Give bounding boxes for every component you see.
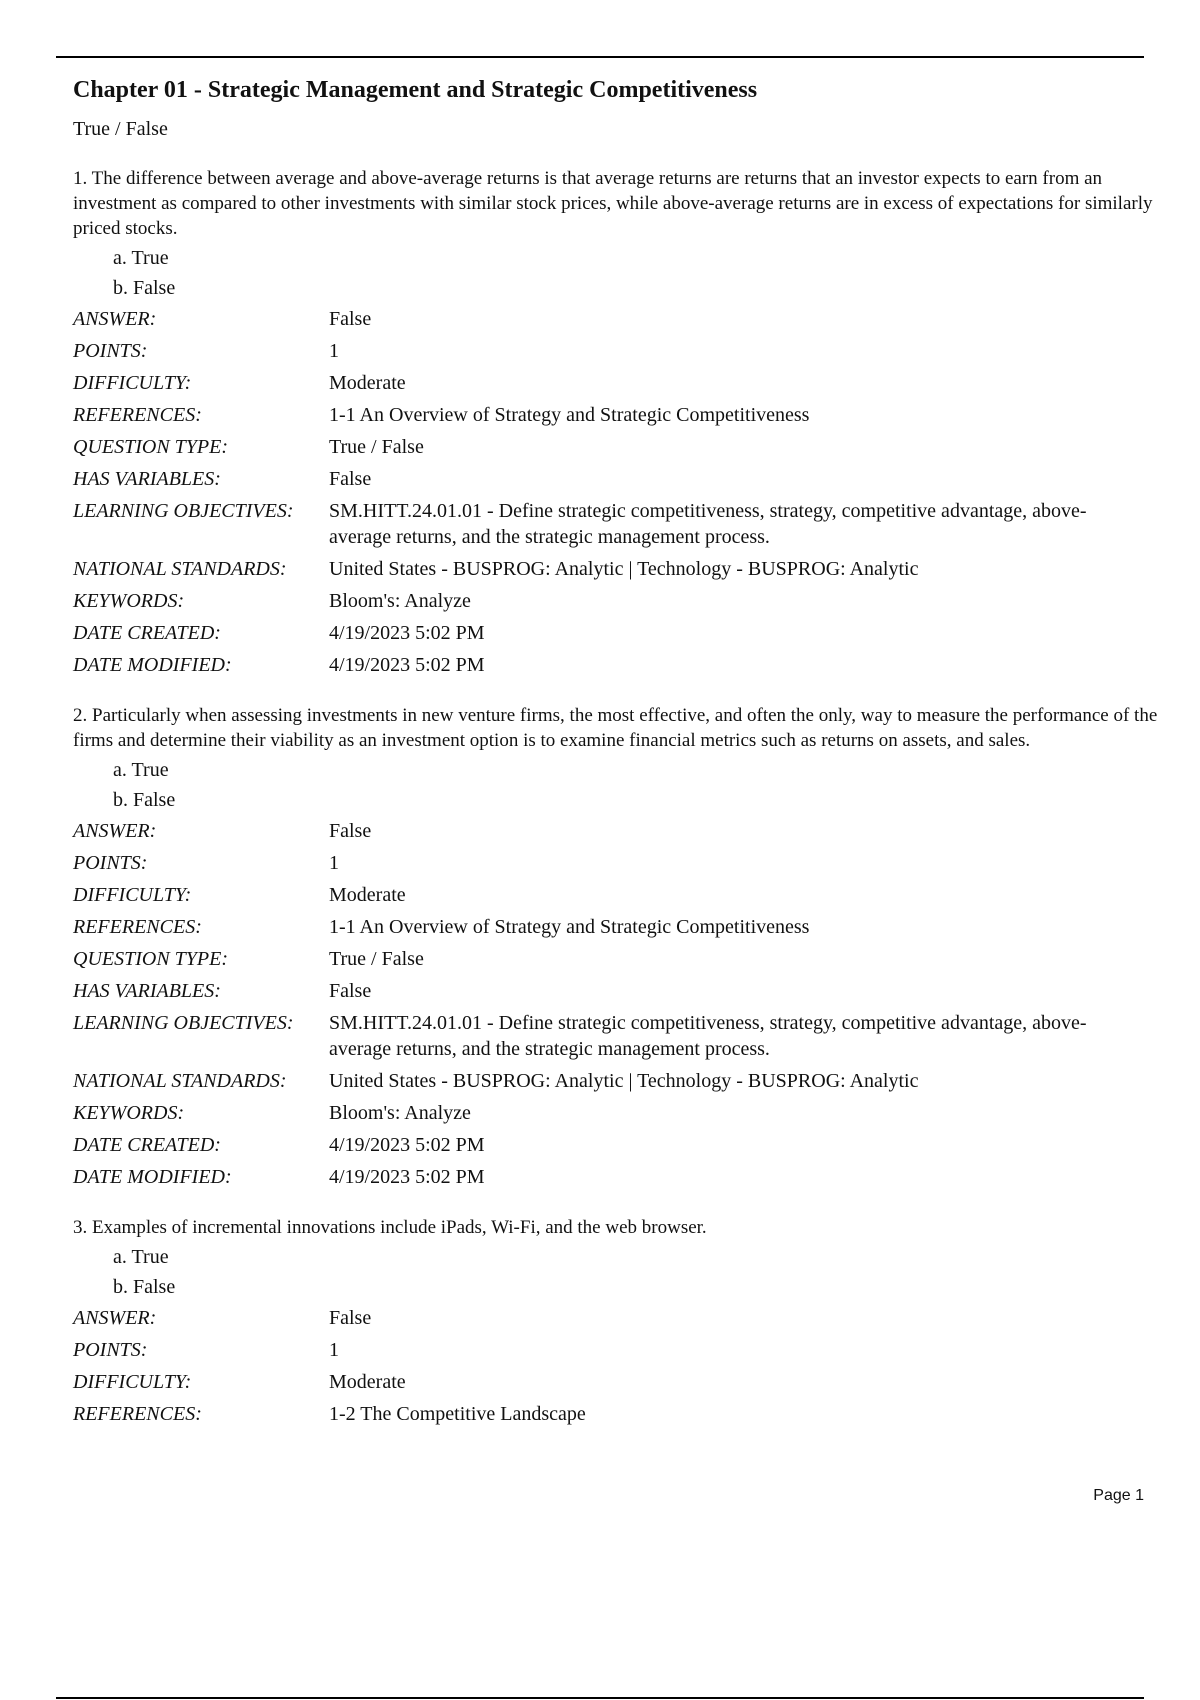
date-created-value: 4/19/2023 5:02 PM — [329, 1134, 485, 1156]
keywords-value: Bloom's: Analyze — [329, 590, 471, 612]
points-label: POINTS: — [73, 340, 148, 362]
option-true: a. True — [113, 1246, 169, 1268]
references-label: REFERENCES: — [73, 916, 202, 938]
chapter-title: Chapter 01 - Strategic Management and Strategic Competitiveness — [73, 77, 758, 103]
question-text: 3. Examples of incremental innovations include iPads, Wi-Fi, and the web browser. — [73, 1217, 707, 1238]
difficulty-value: Moderate — [329, 372, 406, 394]
learning-objectives-value: SM.HITT.24.01.01 - Define strategic competitiveness, strategy, competitive advantage, above-average returns, and the strategic management process. — [329, 500, 1087, 548]
difficulty-label: DIFFICULTY: — [73, 884, 192, 906]
difficulty-label: DIFFICULTY: — [73, 1371, 192, 1393]
document-page — [73, 70, 1173, 1430]
answer-options — [73, 1242, 1173, 1302]
section-title: True / False — [73, 118, 168, 140]
national-standards-label: NATIONAL STANDARDS: — [73, 1070, 287, 1092]
page-number: Page 1 — [1093, 1487, 1144, 1504]
answer-value: False — [329, 308, 372, 330]
has-variables-value: False — [329, 468, 372, 490]
option-false: b. False — [113, 789, 176, 811]
date-created-value: 4/19/2023 5:02 PM — [329, 622, 485, 644]
national-standards-label: NATIONAL STANDARDS: — [73, 558, 287, 580]
references-value: 1-1 An Overview of Strategy and Strategic Competitiveness — [329, 916, 810, 938]
question-metadata — [73, 1302, 1173, 1430]
has-variables-label: HAS VARIABLES: — [73, 980, 221, 1002]
points-label: POINTS: — [73, 852, 148, 874]
points-value: 1 — [329, 340, 339, 362]
references-value: 1-2 The Competitive Landscape — [329, 1403, 586, 1425]
date-modified-label: DATE MODIFIED: — [73, 654, 232, 676]
date-created-label: DATE CREATED: — [73, 1134, 221, 1156]
learning-objectives-label: LEARNING OBJECTIVES: — [73, 500, 294, 522]
question-text: 2. Particularly when assessing investments in new venture firms, the most effective, and often the only, way to measure the performance of the firms and determine their viability as an investment option is to examine financial metrics such as returns on assets, and sales. — [73, 705, 1158, 751]
has-variables-value: False — [329, 980, 372, 1002]
points-value: 1 — [329, 1339, 339, 1361]
national-standards-value: United States - BUSPROG: Analytic | Technology - BUSPROG: Analytic — [329, 1070, 919, 1092]
top-rule — [56, 56, 1144, 58]
question-2 — [73, 703, 1173, 1193]
question-metadata — [73, 815, 1173, 1193]
date-modified-value: 4/19/2023 5:02 PM — [329, 654, 485, 676]
keywords-label: KEYWORDS: — [73, 590, 185, 612]
date-modified-value: 4/19/2023 5:02 PM — [329, 1166, 485, 1188]
date-created-label: DATE CREATED: — [73, 622, 221, 644]
answer-value: False — [329, 820, 372, 842]
keywords-value: Bloom's: Analyze — [329, 1102, 471, 1124]
has-variables-label: HAS VARIABLES: — [73, 468, 221, 490]
answer-value: False — [329, 1307, 372, 1329]
option-false: b. False — [113, 1276, 176, 1298]
question-metadata — [73, 303, 1173, 681]
question-type-label: QUESTION TYPE: — [73, 948, 229, 970]
answer-options — [73, 243, 1173, 303]
difficulty-label: DIFFICULTY: — [73, 372, 192, 394]
answer-options — [73, 755, 1173, 815]
option-false: b. False — [113, 277, 176, 299]
question-type-label: QUESTION TYPE: — [73, 436, 229, 458]
question-1 — [73, 166, 1173, 681]
references-label: REFERENCES: — [73, 404, 202, 426]
question-type-value: True / False — [329, 948, 424, 970]
question-type-value: True / False — [329, 436, 424, 458]
answer-label: ANSWER: — [73, 308, 157, 330]
answer-label: ANSWER: — [73, 1307, 157, 1329]
option-true: a. True — [113, 247, 169, 269]
references-label: REFERENCES: — [73, 1403, 202, 1425]
references-value: 1-1 An Overview of Strategy and Strategic Competitiveness — [329, 404, 810, 426]
points-value: 1 — [329, 852, 339, 874]
question-text: 1. The difference between average and above-average returns is that average returns are returns that an investor expects to earn from an investment as compared to other investments with similar stock prices, while above-average returns are in excess of expectations for similarly priced stocks. — [73, 168, 1153, 239]
learning-objectives-value: SM.HITT.24.01.01 - Define strategic competitiveness, strategy, competitive advantage, above-average returns, and the strategic management process. — [329, 1012, 1087, 1060]
difficulty-value: Moderate — [329, 1371, 406, 1393]
question-3 — [73, 1215, 1173, 1430]
points-label: POINTS: — [73, 1339, 148, 1361]
date-modified-label: DATE MODIFIED: — [73, 1166, 232, 1188]
national-standards-value: United States - BUSPROG: Analytic | Technology - BUSPROG: Analytic — [329, 558, 919, 580]
answer-label: ANSWER: — [73, 820, 157, 842]
keywords-label: KEYWORDS: — [73, 1102, 185, 1124]
option-true: a. True — [113, 759, 169, 781]
bottom-rule — [56, 1697, 1144, 1699]
learning-objectives-label: LEARNING OBJECTIVES: — [73, 1012, 294, 1034]
difficulty-value: Moderate — [329, 884, 406, 906]
